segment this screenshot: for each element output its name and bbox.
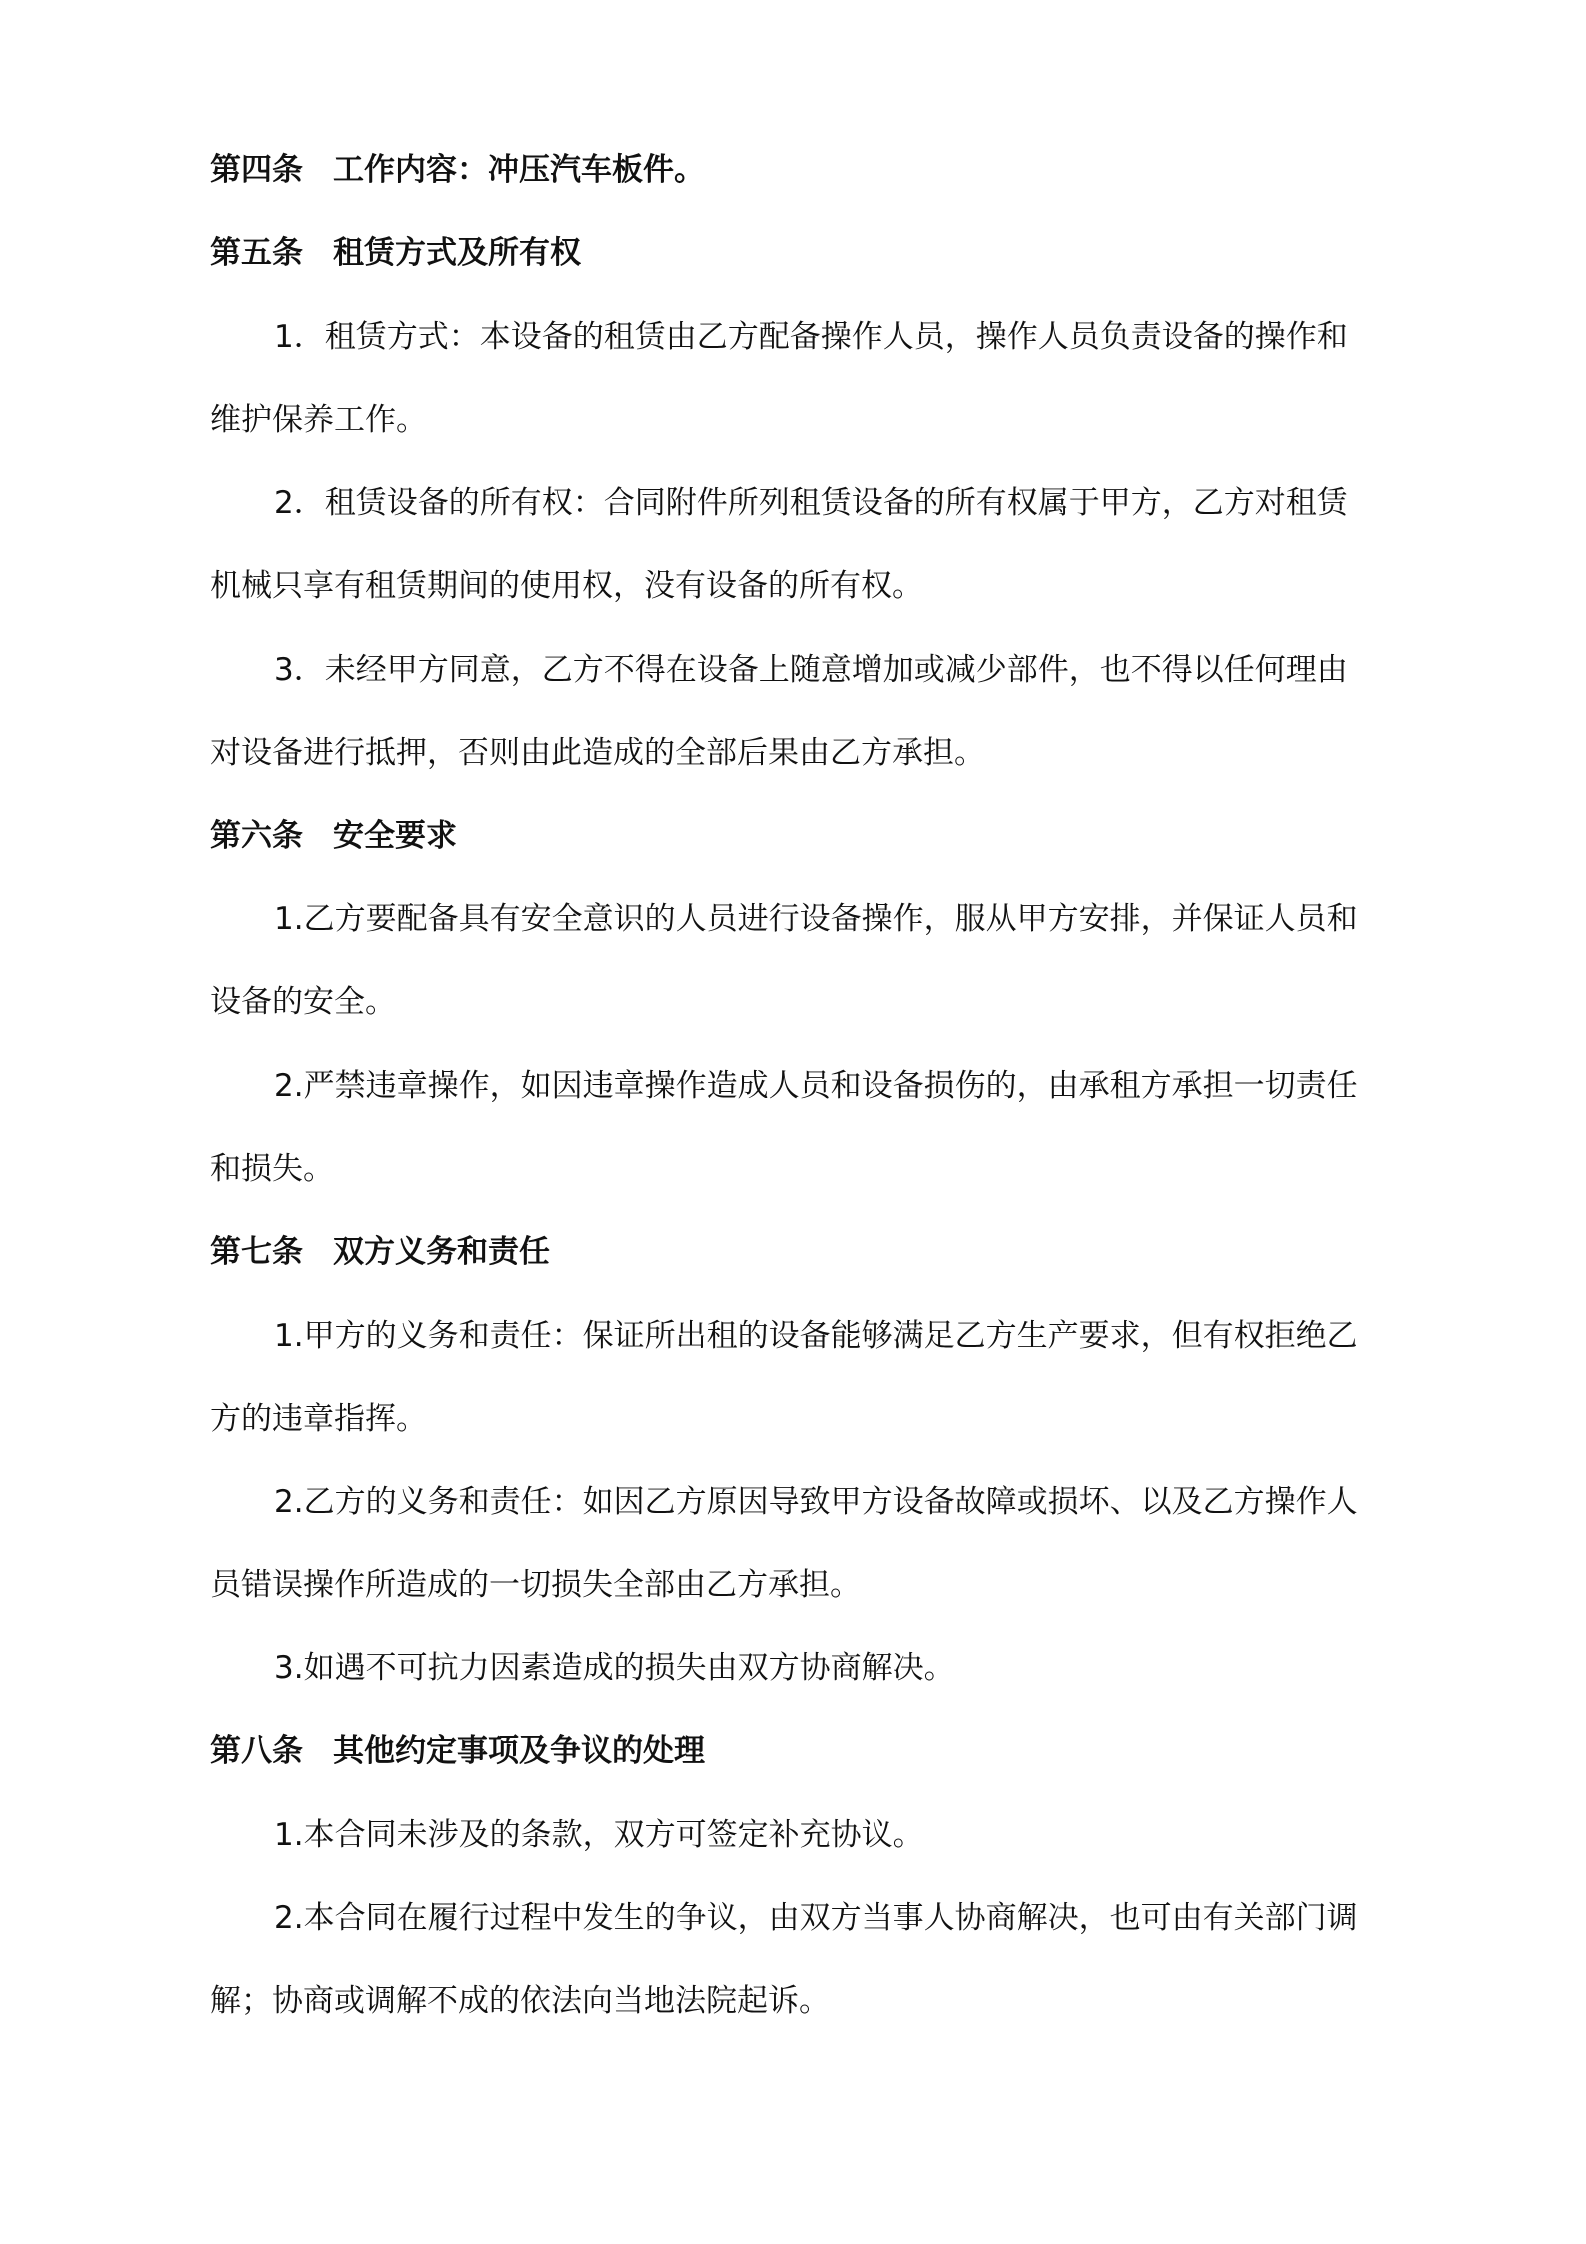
paragraph-line: 3．未经甲方同意，乙方不得在设备上随意增加或减少部件，也不得以任何理由 [274, 652, 1348, 688]
paragraph-line: 维护保养工作。 [210, 402, 427, 438]
section-number: 第七条 [210, 1234, 303, 1270]
section-title: 租赁方式及所有权 [333, 235, 581, 271]
section-title: 双方义务和责任 [333, 1234, 550, 1270]
paragraph-line: 1.本合同未涉及的条款，双方可签定补充协议。 [274, 1817, 924, 1853]
section-4-heading [210, 150, 1400, 190]
paragraph-line: 2.严禁违章操作，如因违章操作造成人员和设备损伤的，由承租方承担一切责任 [274, 1068, 1358, 1104]
paragraph-line: 解；协商或调解不成的依法向当地法院起诉。 [210, 1983, 830, 2019]
section-5-heading [210, 233, 1400, 273]
paragraph-line: 方的违章指挥。 [210, 1401, 427, 1437]
paragraph-line: 设备的安全。 [210, 984, 396, 1020]
paragraph-line: 2.本合同在履行过程中发生的争议，由双方当事人协商解决，也可由有关部门调 [274, 1900, 1358, 1936]
section-title: 其他约定事项及争议的处理 [333, 1733, 705, 1769]
section-number: 第八条 [210, 1733, 303, 1769]
section-8-heading [210, 1731, 1400, 1771]
section-7-heading [210, 1232, 1400, 1272]
paragraph-line: 员错误操作所造成的一切损失全部由乙方承担。 [210, 1567, 861, 1603]
paragraph-line: 2．租赁设备的所有权：合同附件所列租赁设备的所有权属于甲方，乙方对租赁 [274, 485, 1348, 521]
paragraph-line: 和损失。 [210, 1151, 334, 1187]
paragraph-line: 3.如遇不可抗力因素造成的损失由双方协商解决。 [274, 1650, 955, 1686]
paragraph-line: 1.甲方的义务和责任：保证所出租的设备能够满足乙方生产要求，但有权拒绝乙 [274, 1318, 1358, 1354]
section-number: 第四条 [210, 152, 303, 188]
paragraph-line: 1.乙方要配备具有安全意识的人员进行设备操作，服从甲方安排，并保证人员和 [274, 901, 1358, 937]
section-title: 工作内容：冲压汽车板件。 [333, 152, 705, 188]
paragraph-line: 对设备进行抵押，否则由此造成的全部后果由乙方承担。 [210, 735, 985, 771]
paragraph-line: 1．租赁方式：本设备的租赁由乙方配备操作人员，操作人员负责设备的操作和 [274, 319, 1348, 355]
paragraph-line: 机械只享有租赁期间的使用权，没有设备的所有权。 [210, 568, 923, 604]
section-number: 第六条 [210, 818, 303, 854]
section-number: 第五条 [210, 235, 303, 271]
section-6-heading [210, 816, 1400, 856]
paragraph-line: 2.乙方的义务和责任：如因乙方原因导致甲方设备故障或损坏、以及乙方操作人 [274, 1484, 1358, 1520]
section-title: 安全要求 [333, 818, 457, 854]
